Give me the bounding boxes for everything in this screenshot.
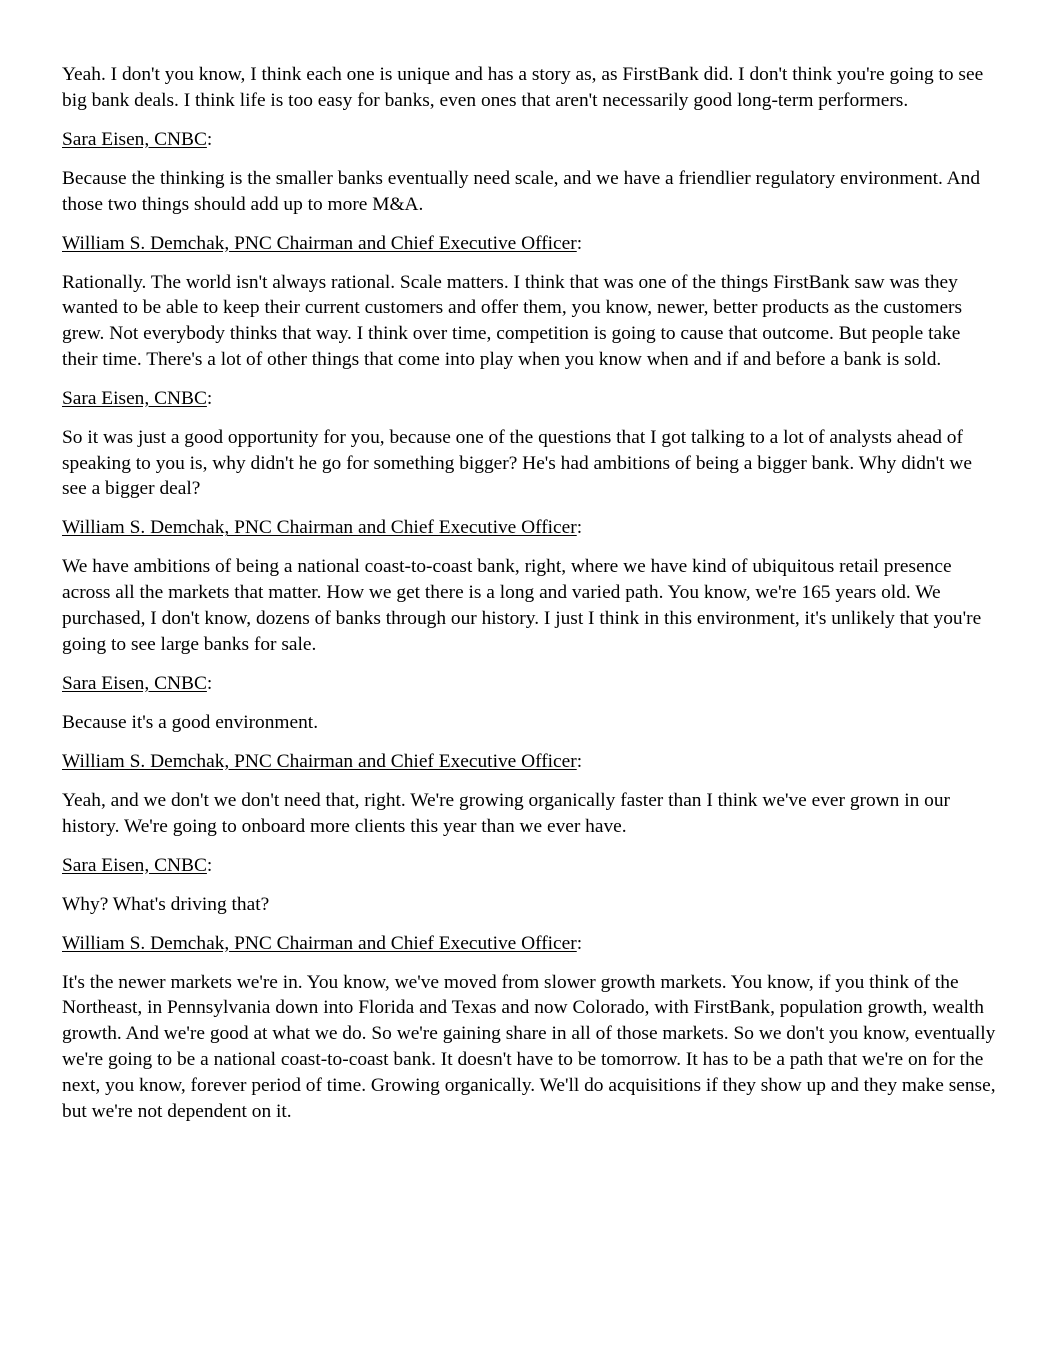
speaker-colon: : bbox=[206, 672, 213, 694]
speaker-name: Sara Eisen, CNBC bbox=[62, 128, 207, 150]
speaker-label bbox=[62, 231, 996, 257]
speaker-colon: : bbox=[576, 750, 583, 772]
speaker-colon: : bbox=[206, 854, 213, 876]
speaker-colon: : bbox=[576, 517, 583, 539]
speaker-name: Sara Eisen, CNBC bbox=[62, 672, 207, 694]
speaker-label bbox=[62, 749, 996, 775]
speaker-label bbox=[62, 127, 996, 153]
speaker-label bbox=[62, 386, 996, 412]
speaker-colon: : bbox=[576, 932, 583, 954]
speaker-colon: : bbox=[206, 128, 213, 150]
question-paragraph: Because it's a good environment. bbox=[62, 711, 319, 733]
speaker-colon: : bbox=[576, 232, 583, 254]
speaker-label bbox=[62, 515, 996, 541]
transcript-page bbox=[62, 62, 996, 1137]
answer-paragraph: We have ambitions of being a national coast-to-coast bank, right, where we have kind of ubiquitous retail presence across all the markets that matter. How we get there is a long and varied path. You know, we're 165 years old. We purchased, I don't know, dozens of banks through our history. I just I think in this environment, it's unlikely that you're going to see large banks for sale. bbox=[62, 556, 982, 655]
speaker-label bbox=[62, 853, 996, 879]
question-paragraph: So it was just a good opportunity for you, because one of the questions that I got talking to a lot of analysts ahead of speaking to you is, why didn't he go for something bigger? He's had ambitions of being a bigger bank. Why didn't we see a bigger deal? bbox=[62, 426, 973, 500]
speaker-label bbox=[62, 931, 996, 957]
speaker-name: William S. Demchak, PNC Chairman and Chief Executive Officer bbox=[62, 932, 577, 954]
speaker-name: Sara Eisen, CNBC bbox=[62, 387, 207, 409]
speaker-name: William S. Demchak, PNC Chairman and Chief Executive Officer bbox=[62, 232, 577, 254]
question-paragraph: Because the thinking is the smaller banks eventually need scale, and we have a friendlier regulatory environment. And those two things should add up to more M&A. bbox=[62, 167, 981, 215]
speaker-colon: : bbox=[206, 387, 213, 409]
question-paragraph: Why? What's driving that? bbox=[62, 893, 270, 915]
speaker-name: William S. Demchak, PNC Chairman and Chief Executive Officer bbox=[62, 750, 577, 772]
answer-paragraph: Yeah, and we don't we don't need that, right. We're growing organically faster than I think we've ever grown in our history. We're going to onboard more clients this year than we ever have. bbox=[62, 789, 950, 837]
answer-paragraph: Yeah. I don't you know, I think each one is unique and has a story as, as FirstBank did. I don't think you're going to see big bank deals. I think life is too easy for banks, even ones that aren't necessarily good long-term performers. bbox=[62, 64, 984, 111]
speaker-name: Sara Eisen, CNBC bbox=[62, 854, 207, 876]
speaker-name: William S. Demchak, PNC Chairman and Chief Executive Officer bbox=[62, 517, 577, 539]
answer-paragraph: It's the newer markets we're in. You know, we've moved from slower growth markets. You know, if you think of the Northeast, in Pennsylvania down into Florida and Texas and now Colorado, with FirstBank, population growth, wealth growth. And we're good at what we do. So we're gaining share in all of those markets. So we don't you know, eventually we're going to be a national coast-to-coast bank. It doesn't have to be tomorrow. It has to be a path that we're on for the next, you know, forever period of time. Growing organically. We'll do acquisitions if they show up and they make sense, but we're not dependent on it. bbox=[62, 971, 996, 1122]
speaker-label bbox=[62, 671, 996, 697]
answer-paragraph: Rationally. The world isn't always rational. Scale matters. I think that was one of the things FirstBank saw was they wanted to be able to keep their current customers and offer them, you know, newer, better products as the customers grew. Not everybody thinks that way. I think over time, competition is going to cause that outcome. But people take their time. There's a lot of other things that come into play when you know when and if and before a bank is sold. bbox=[62, 271, 963, 370]
